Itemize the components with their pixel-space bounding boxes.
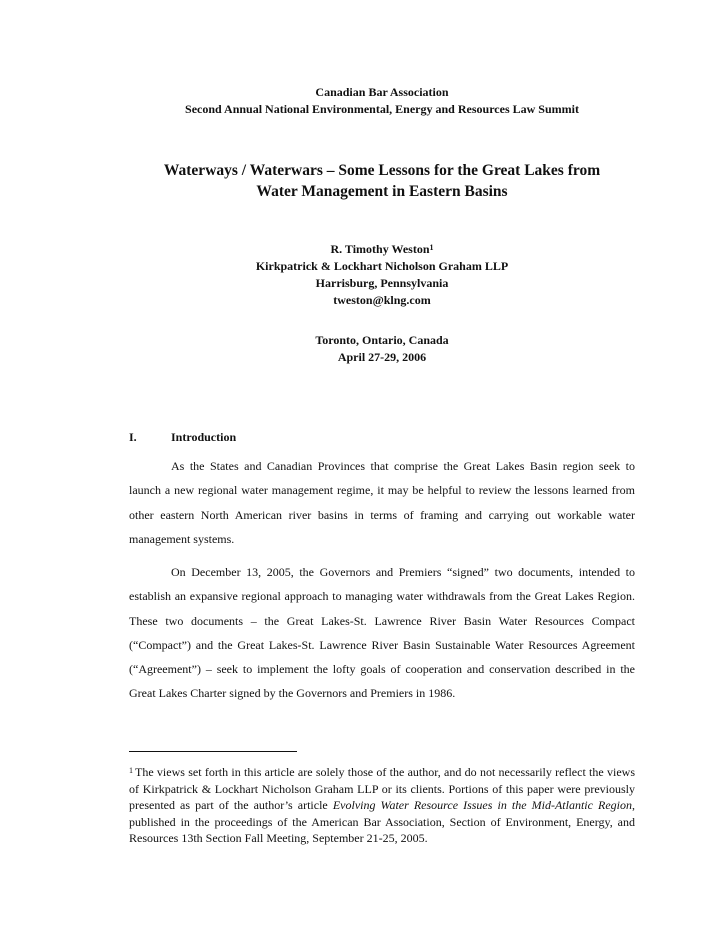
body-paragraph-2: On December 13, 2005, the Governors and Premiers “signed” two documents, intended to establish an expansive regional approach to managing water withdrawals from the Great Lakes Region. These two documents – the Great Lakes-St. Lawrence River Basin Water Resources Compact (“Compact”) and the Great Lakes-St. Lawrence River Basin Sustainable Water Resources Agreement (“Agreement”) – seek to implement the lofty goals of cooperation and conservation described in the Great Lakes Charter signed by the Governors and Premiers in 1986. bbox=[129, 565, 635, 701]
document-header bbox=[0, 84, 720, 118]
venue-block bbox=[0, 332, 720, 366]
body-paragraph-1: As the States and Canadian Provinces that comprise the Great Lakes Basin region seek to launch a new regional water management regime, it may be helpful to review the lessons learned from other eastern North American river basins in terms of framing and carrying out workable water management systems. bbox=[129, 459, 635, 546]
section-number: I. bbox=[129, 430, 137, 444]
author-footnote-mark: 1 bbox=[429, 243, 434, 252]
section-heading bbox=[129, 429, 236, 445]
footnote-mark: 1 bbox=[129, 766, 133, 775]
author-location: Harrisburg, Pennsylvania bbox=[315, 276, 449, 290]
footnote bbox=[129, 764, 635, 847]
author-block bbox=[0, 241, 720, 309]
footnote-divider bbox=[129, 751, 297, 752]
author-name: R. Timothy Weston bbox=[330, 242, 430, 256]
footnote-article-title: Evolving Water Resource Issues in the Mid-Atlantic Region bbox=[332, 798, 632, 812]
author-name-line bbox=[0, 241, 720, 258]
author-email: tweston@klng.com bbox=[333, 293, 431, 307]
author-firm: Kirkpatrick & Lockhart Nicholson Graham LLP bbox=[255, 259, 509, 273]
document-title bbox=[0, 160, 720, 202]
footnote-text-before: The views set forth in this article are solely those of the author, and do not necessarily reflect the views of Kirkpatrick & Lockhart Nicholson Graham LLP or its clients. Portions of this paper were previously presented as part of the author’s article bbox=[129, 765, 635, 812]
title-line-2: Water Management in Eastern Basins bbox=[256, 183, 508, 200]
venue-dates: April 27-29, 2006 bbox=[337, 350, 427, 364]
footnote-text-after: , published in the proceedings of the American Bar Association, Section of Environment, Energy, and Resources 13th Section Fall Meeting, September 21-25, 2005. bbox=[129, 798, 635, 845]
section-title: Introduction bbox=[171, 430, 237, 444]
event-name: Second Annual National Environmental, Energy and Resources Law Summit bbox=[185, 102, 579, 116]
title-line-1: Waterways / Waterwars – Some Lessons for the Great Lakes from bbox=[163, 162, 601, 179]
venue-city: Toronto, Ontario, Canada bbox=[315, 333, 449, 347]
organization-name: Canadian Bar Association bbox=[315, 85, 449, 99]
